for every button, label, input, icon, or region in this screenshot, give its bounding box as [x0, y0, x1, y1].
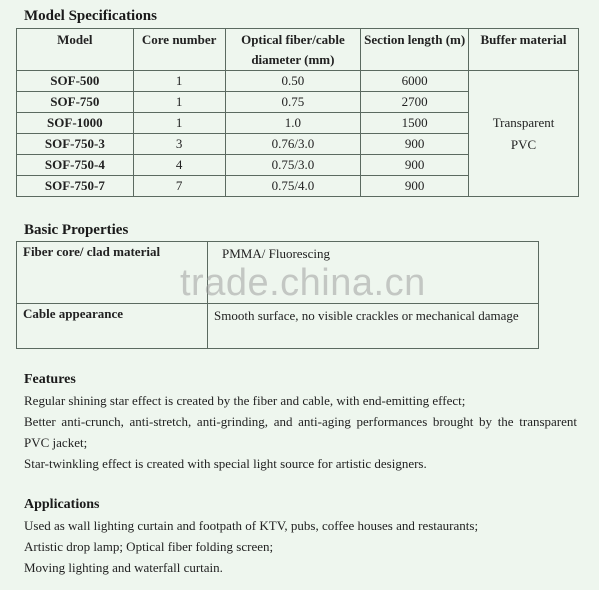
property-value: PMMA/ Fluorescing [208, 242, 539, 304]
diameter-cell: 0.75/4.0 [225, 176, 361, 197]
core-number-cell: 4 [133, 155, 225, 176]
header-buffer-material: Buffer material [469, 29, 579, 71]
core-number-cell: 3 [133, 134, 225, 155]
diameter-cell: 0.75 [225, 92, 361, 113]
model-specifications-table [16, 28, 579, 197]
spec-header-row [17, 29, 579, 71]
model-cell: SOF-500 [17, 71, 134, 92]
diameter-cell: 0.50 [225, 71, 361, 92]
section-length-cell: 900 [361, 134, 469, 155]
header-diameter: Optical fiber/cable diameter (mm) [225, 29, 361, 71]
section-length-cell: 900 [361, 155, 469, 176]
model-cell: SOF-750-4 [17, 155, 134, 176]
diameter-cell: 0.75/3.0 [225, 155, 361, 176]
applications-title: Applications [24, 497, 100, 512]
list-item: Better anti-crunch, anti-stretch, anti-grinding, and anti-aging performances brought by the transparent PVC jacket; [24, 414, 577, 450]
header-model: Model [17, 29, 134, 71]
list-item: Artistic drop lamp; Optical fiber folding screen; [24, 539, 274, 554]
model-cell: SOF-750-3 [17, 134, 134, 155]
header-core-number: Core number [133, 29, 225, 71]
section-length-cell: 2700 [361, 92, 469, 113]
table-row [17, 71, 579, 92]
diameter-cell: 1.0 [225, 113, 361, 134]
model-cell: SOF-1000 [17, 113, 134, 134]
list-item: Used as wall lighting curtain and footpath of KTV, pubs, coffee houses and restaurants; [24, 518, 479, 533]
features-title: Features [24, 372, 76, 387]
core-number-cell: 1 [133, 71, 225, 92]
table-row [17, 304, 539, 349]
buffer-material-value: Transparent PVC [492, 114, 555, 152]
features-list [24, 390, 577, 474]
buffer-material-cell [469, 71, 579, 197]
model-specifications-title: Model Specifications [24, 8, 157, 24]
core-number-cell: 7 [133, 176, 225, 197]
applications-list [24, 515, 577, 578]
model-cell: SOF-750 [17, 92, 134, 113]
list-item: Star-twinkling effect is created with special light source for artistic designers. [24, 456, 427, 471]
core-number-cell: 1 [133, 113, 225, 134]
basic-properties-table [16, 241, 539, 349]
property-value: Smooth surface, no visible crackles or mechanical damage [208, 304, 539, 349]
list-item: Moving lighting and waterfall curtain. [24, 560, 223, 575]
core-number-cell: 1 [133, 92, 225, 113]
watermark: trade.china.cn [180, 262, 426, 304]
header-section-length: Section length (m) [361, 29, 469, 71]
diameter-cell: 0.76/3.0 [225, 134, 361, 155]
section-length-cell: 6000 [361, 71, 469, 92]
table-row [17, 242, 539, 304]
basic-properties-title: Basic Properties [24, 222, 129, 238]
list-item: Regular shining star effect is created by the fiber and cable, with end-emitting effect; [24, 393, 466, 408]
section-length-cell: 1500 [361, 113, 469, 134]
section-length-cell: 900 [361, 176, 469, 197]
property-label: Cable appearance [17, 304, 208, 349]
model-cell: SOF-750-7 [17, 176, 134, 197]
property-label: Fiber core/ clad material [17, 242, 208, 304]
